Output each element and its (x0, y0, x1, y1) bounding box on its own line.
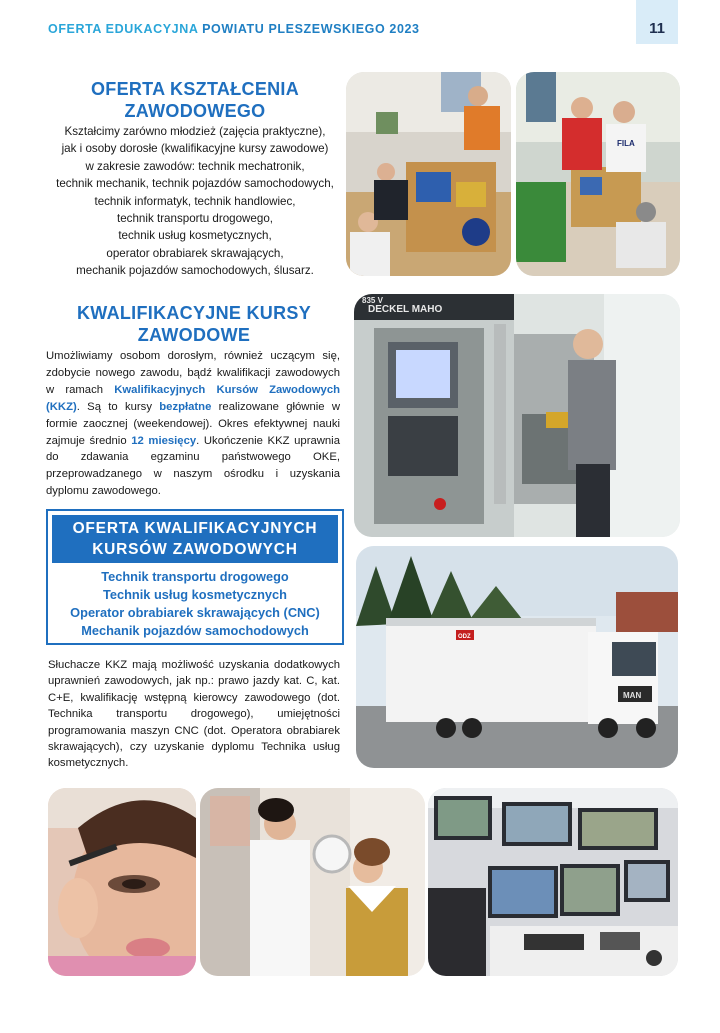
text-run: realizowane głównie w formie zaocznej (weekendowej). Okres efektywnej nauki zajmuje średnio (46, 400, 340, 447)
text-run: Umożliwiamy osobom dorosłym, również uczącym się, zdobycie nowego zawodu, bądź kwalifikacji zawodowych w ramach (46, 350, 340, 396)
header-title-part2: POWIATU PLESZEWSKIEGO 2023 (202, 22, 420, 36)
list-item: Technik usług kosmetycznych (103, 587, 287, 602)
title-line: OFERTA KWALIFIKACYJNYCH (72, 520, 318, 537)
kkz-description (46, 348, 340, 500)
photo-training-truck (356, 546, 678, 768)
title-line: ZAWODOWE (137, 325, 251, 345)
shirt-logo: FILA (617, 139, 635, 148)
highlight-kkz: Kwalifikacyjnych Kursów Zawodowych (KKZ) (46, 383, 340, 413)
photo-students-workshop-1 (346, 72, 511, 276)
photo-driving-simulator (428, 788, 678, 976)
cnc-model-label: 835 V (362, 296, 383, 305)
truck-brand: MAN (623, 691, 642, 700)
highlight-free: bezpłatne (159, 400, 212, 413)
running-header (48, 22, 420, 36)
text-run: . Są to kursy (76, 400, 160, 413)
title-line: ZAWODOWEGO (124, 101, 266, 121)
section-title-kkz (44, 302, 344, 346)
photo-cnc-machine (354, 294, 680, 537)
truck-logo: ODZ (458, 634, 471, 640)
title-line: KWALIFIKACYJNE KURSY (76, 303, 311, 323)
list-item: Mechanik pojazdów samochodowych (81, 623, 309, 638)
list-item: Operator obrabiarek skrawających (CNC) (70, 605, 320, 620)
kkz-offer-box (46, 509, 344, 645)
text-line: mechanik pojazdów samochodowych, ślusarz. (76, 264, 314, 278)
text-line: Kształcimy zarówno młodzież (zajęcia praktyczne), (64, 125, 326, 138)
offer-box-heading (52, 515, 338, 563)
photo-makeup-closeup (48, 788, 196, 976)
text-line: technik transportu drogowego, (117, 212, 273, 226)
text-line: technik usług kosmetycznych, (118, 229, 272, 243)
additional-qualifications-text: Słuchacze KKZ mają możliwość uzyskania dodatkowych uprawnień zawodowych, jak np.: prawo jazdy kat. C, kat. C+E, kwalifikację wstępną kierowcy zawodowego (dot. Technika transportu drogowego), umiejętności programowania maszyn CNC (dot. Operatora obrabiarek skrawających), czy uzyskanie dyplomu Technika usług kosmetycznych. (48, 659, 340, 770)
section-title-vocational-offer (50, 78, 340, 122)
list-item: Technik transportu drogowego (101, 569, 289, 584)
text-line: operator obrabiarek skrawających, (106, 246, 284, 260)
photo-students-workshop-2 (516, 72, 680, 276)
text-run: . Ukończenie KKZ uprawnia do zdawania egzaminu państwowego OKE, przeprowadzanego w naszym ośrodku i uzyskania dyplomu zawodowego. (46, 434, 340, 498)
vocational-offer-text (40, 123, 350, 280)
highlight-duration: 12 miesięcy (131, 434, 197, 447)
header-title-part1: OFERTA EDUKACYJNA (48, 22, 199, 36)
cnc-brand-label: DECKEL MAHO (368, 304, 443, 315)
text-line: jak i osoby dorosłe (kwalifikacyjne kursy zawodowe) (61, 142, 329, 156)
page-number: 11 (636, 0, 678, 44)
title-line: KURSÓW ZAWODOWYCH (92, 541, 298, 558)
offer-list (48, 568, 342, 640)
text-line: technik mechanik, technik pojazdów samochodowych, (56, 177, 334, 191)
text-line: technik informatyk, technik handlowiec, (94, 194, 296, 208)
photo-cosmetician-treatment (200, 788, 425, 976)
title-line: OFERTA KSZTAŁCENIA (90, 79, 300, 99)
text-line: w zakresie zawodów: technik mechatronik, (85, 159, 305, 173)
